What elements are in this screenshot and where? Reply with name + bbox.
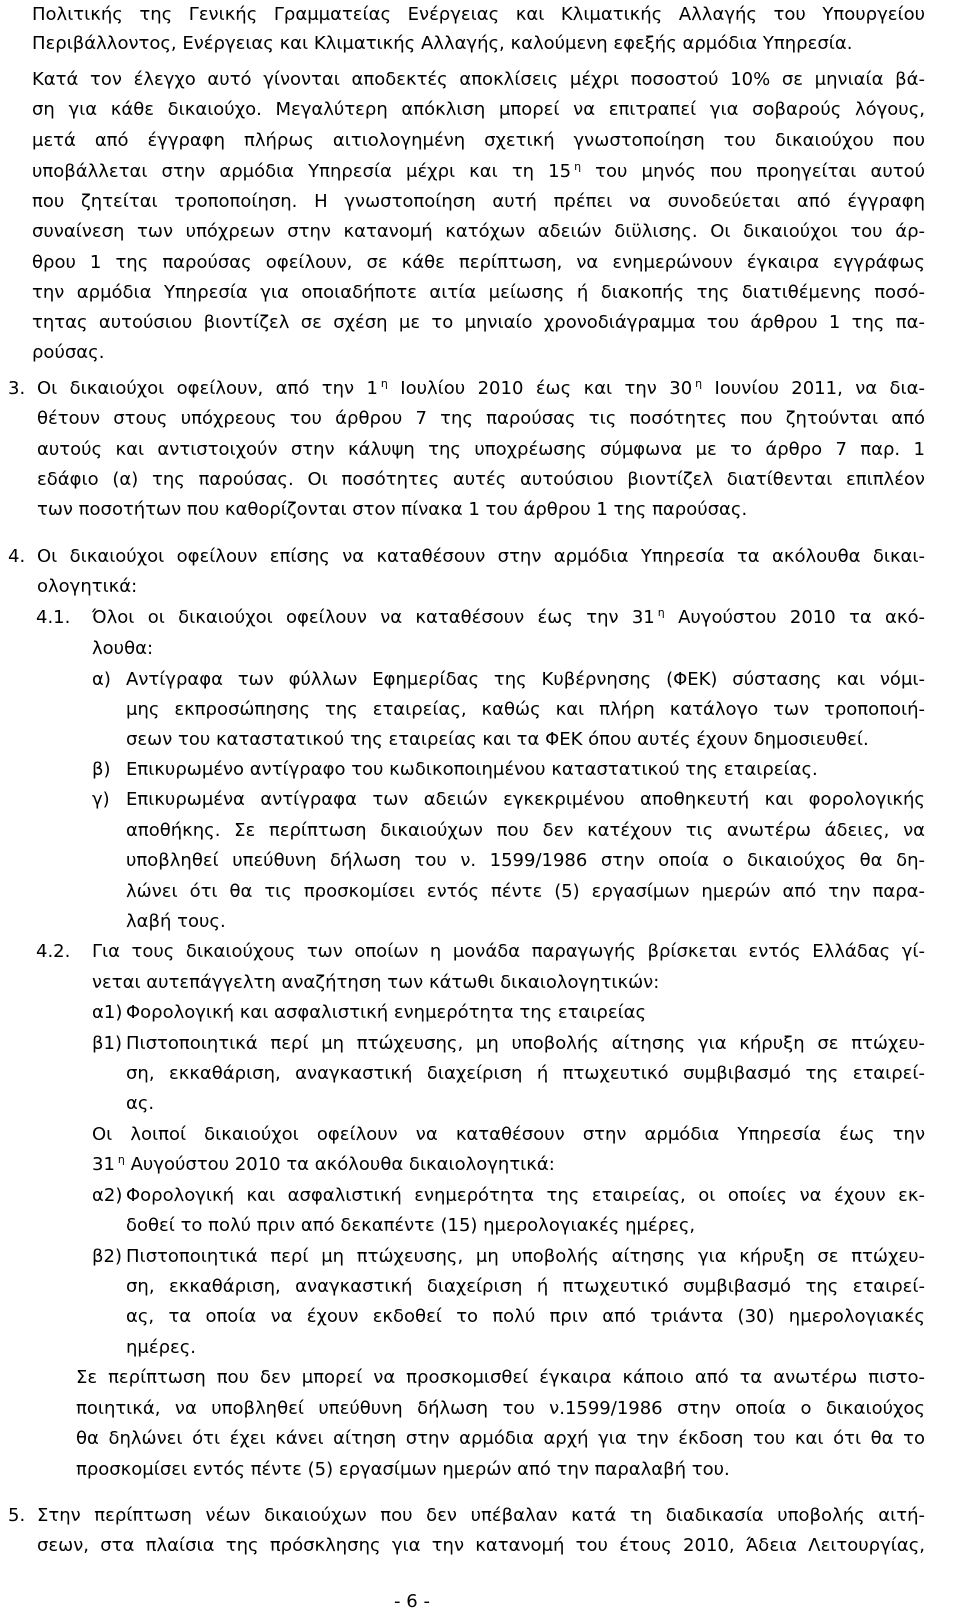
text-line: θα δηλώνει ότι έχει κάνει αίτηση στην αρμόδια αρχή για την έκδοση του και ότι θα το [76, 1428, 925, 1449]
page-number: - 6 - [394, 1591, 430, 1612]
text-line: τητας αυτούσιου βιοντίζελ σε σχέση με το μηνιαίο χρονοδιάγραμμα του άρθρου 1 της πα- [32, 312, 925, 333]
text-line: την αρμόδια Υπηρεσία για οποιαδήποτε αιτία μείωσης ή διακοπής της διατιθέμενης ποσό- [32, 282, 925, 303]
superscript: η [695, 377, 703, 390]
list-marker: β) [92, 759, 111, 780]
text-line: λουθα: [92, 638, 154, 659]
superscript: η [657, 606, 665, 619]
text-line: ας. [126, 1093, 155, 1114]
text-line: μετά από έγγραφη πλήρως αιτιολογημένη σχετική γνωστοποίηση του δικαιούχου που [32, 130, 925, 151]
list-marker: 3. [8, 378, 26, 399]
text-line: λαβή τους. [126, 911, 226, 932]
text-line: Οι δικαιούχοι οφείλουν επίσης να καταθέσουν στην αρμόδια Υπηρεσία τα ακόλουθα δικαι- [37, 546, 925, 567]
text-line: Πολιτικής της Γενικής Γραμματείας Ενέργειας και Κλιματικής Αλλαγής του Υπουργείου [32, 4, 925, 25]
text-line: αποθήκης. Σε περίπτωση δικαιούχων που δεν κατέχουν τις ανωτέρω άδειες, να [126, 820, 925, 841]
text-line: ση, εκκαθάριση, αναγκαστική διαχείριση ή πτωχευτικό συμβιβασμό της εταιρεί- [126, 1063, 925, 1084]
text-line: Φορολογική και ασφαλιστική ενημερότητα της εταιρείας [126, 1002, 647, 1023]
text-line: που ζητείται τροποποίηση. Η γνωστοποίηση αυτή πρέπει να συνοδεύεται από έγγραφη [32, 191, 925, 212]
text-line: ημέρες. [126, 1337, 197, 1358]
superscript: η [380, 377, 388, 390]
text-line: Στην περίπτωση νέων δικαιούχων που δεν υπέβαλαν κατά τη διαδικασία υποβολής αιτή- [37, 1505, 925, 1526]
text-line [32, 157, 925, 187]
text-line: συναίνεση των υπόχρεων στην κατανομή κατόχων αδειών διϋλισης. Οι δικαιούχοι του άρ- [32, 221, 925, 242]
text-line: θρου 1 της παρούσας οφείλουν, σε κάθε περίπτωση, να ενημερώνουν έγκαιρα εγγράφως [32, 252, 925, 273]
text-line: σεων, στα πλαίσια της πρόσκλησης για την κατανομή του έτους 2010, Άδεια Λειτουργίας, [37, 1535, 925, 1556]
superscript: η [117, 1153, 125, 1166]
list-marker: 4. [8, 546, 26, 567]
text-line: Φορολογική και ασφαλιστική ενημερότητα της εταιρείας, οι οποίες να έχουν εκ- [126, 1185, 925, 1206]
list-marker: 4.1. [36, 607, 71, 628]
text-segment: Αυγούστου 2010 τα ακόλουθα δικαιολογητικά: [124, 1154, 555, 1175]
text-line: σεων του καταστατικού της εταιρείας και τα ΦΕΚ όπου αυτές έχουν δημοσιευθεί. [126, 729, 869, 750]
text-segment: υποβάλλεται στην αρμόδια Υπηρεσία μέχρι και τη 15 [32, 161, 572, 182]
text-line: ρούσας. [32, 342, 105, 363]
text-line: προσκομίσει εντός πέντε (5) εργασίμων ημερών από την παραλαβή του. [76, 1459, 730, 1480]
text-line: Οι λοιποί δικαιούχοι οφείλουν να καταθέσουν στην αρμόδια Υπηρεσία έως την [92, 1124, 925, 1145]
list-marker: α2) [92, 1185, 123, 1206]
text-line: Κατά τον έλεγχο αυτό γίνονται αποδεκτές αποκλίσεις μέχρι ποσοστού 10% σε μηνιαία βά- [32, 69, 925, 90]
text-line: ποιητικά, να υποβληθεί υπεύθυνη δήλωση του ν.1599/1986 στην οποία ο δικαιούχος [76, 1398, 925, 1419]
superscript: η [574, 160, 582, 173]
list-marker: α1) [92, 1002, 123, 1023]
text-segment: Ιουνίου 2011, να δια- [702, 378, 925, 399]
list-marker: γ) [92, 789, 110, 810]
text-line: εδάφιο (α) της παρούσας. Οι ποσότητες αυτές αυτούσιου βιοντίζελ διατίθενται επιπλέον [37, 469, 925, 490]
text-line: Αντίγραφα των φύλλων Εφημερίδας της Κυβέρνησης (ΦΕΚ) σύστασης και νόμι- [126, 669, 925, 690]
text-segment: Όλοι οι δικαιούχοι οφείλουν να καταθέσουν έως την 31 [92, 607, 655, 628]
text-line [92, 1150, 925, 1180]
list-marker: 4.2. [36, 941, 71, 962]
text-line: Επικυρωμένα αντίγραφα των αδειών εγκεκριμένου αποθηκευτή και φορολογικής [126, 789, 925, 810]
text-segment: 31 [92, 1154, 115, 1175]
text-line: των ποσοτήτων που καθορίζονται στον πίνακα 1 του άρθρου 1 της παρούσας. [37, 499, 748, 520]
text-segment: του μηνός που προηγείται αυτού [581, 161, 926, 182]
text-line: Σε περίπτωση που δεν μπορεί να προσκομισθεί έγκαιρα κάποιο από τα ανωτέρω πιστο- [76, 1367, 925, 1388]
text-line: μης εκπροσώπησης της εταιρείας, καθώς και πλήρη κατάλογο των τροποποιή- [126, 699, 925, 720]
text-line: ση, εκκαθάριση, αναγκαστική διαχείριση ή πτωχευτικό συμβιβασμό της εταιρεί- [126, 1276, 925, 1297]
text-segment: Οι δικαιούχοι οφείλουν, από την 1 [37, 378, 378, 399]
text-line: θέτουν στους υπόχρεους του άρθρου 7 της παρούσας τις ποσότητες που ζητούνται από [37, 408, 925, 429]
list-marker: β1) [92, 1033, 122, 1054]
text-line: νεται αυτεπάγγελτη αναζήτηση των κάτωθι δικαιολογητικών: [92, 972, 660, 993]
text-segment: Αυγούστου 2010 τα ακό- [664, 607, 925, 628]
text-line [37, 374, 925, 404]
list-marker: α) [92, 669, 111, 690]
text-line: Για τους δικαιούχους των οποίων η μονάδα παραγωγής βρίσκεται εντός Ελλάδας γί- [92, 941, 925, 962]
text-line: Πιστοποιητικά περί μη πτώχευσης, μη υποβολής αίτησης για κήρυξη σε πτώχευ- [126, 1246, 925, 1267]
text-line: Περιβάλλοντος, Ενέργειας και Κλιματικής Αλλαγής, καλούμενη εφεξής αρμόδια Υπηρεσία. [32, 33, 853, 54]
text-line: λώνει ότι θα τις προσκομίσει εντός πέντε (5) εργασίμων ημερών από την παρα- [126, 881, 925, 902]
list-marker: 5. [8, 1505, 26, 1526]
text-line: ας, τα οποία να έχουν εκδοθεί το πολύ πριν από τριάντα (30) ημερολογιακές [126, 1306, 925, 1327]
text-line: Πιστοποιητικά περί μη πτώχευσης, μη υποβολής αίτησης για κήρυξη σε πτώχευ- [126, 1033, 925, 1054]
text-line: αυτούς και αντιστοιχούν στην κάλυψη της υποχρέωσης σύμφωνα με το άρθρο 7 παρ. 1 [37, 439, 925, 460]
text-line: ση για κάθε δικαιούχο. Μεγαλύτερη απόκλιση μπορεί να επιτραπεί για σοβαρούς λόγους, [32, 99, 925, 120]
text-line: Επικυρωμένο αντίγραφο του κωδικοποιημένου καταστατικού της εταιρείας. [126, 759, 818, 780]
text-line: ολογητικά: [37, 576, 138, 597]
list-marker: β2) [92, 1246, 122, 1267]
text-line: δοθεί το πολύ πριν από δεκαπέντε (15) ημερολογιακές ημέρες, [126, 1215, 696, 1236]
text-line [92, 603, 925, 633]
text-segment: Ιουλίου 2010 έως και την 30 [387, 378, 693, 399]
text-line: υποβληθεί υπεύθυνη δήλωση του ν. 1599/1986 στην οποία ο δικαιούχος θα δη- [126, 850, 925, 871]
